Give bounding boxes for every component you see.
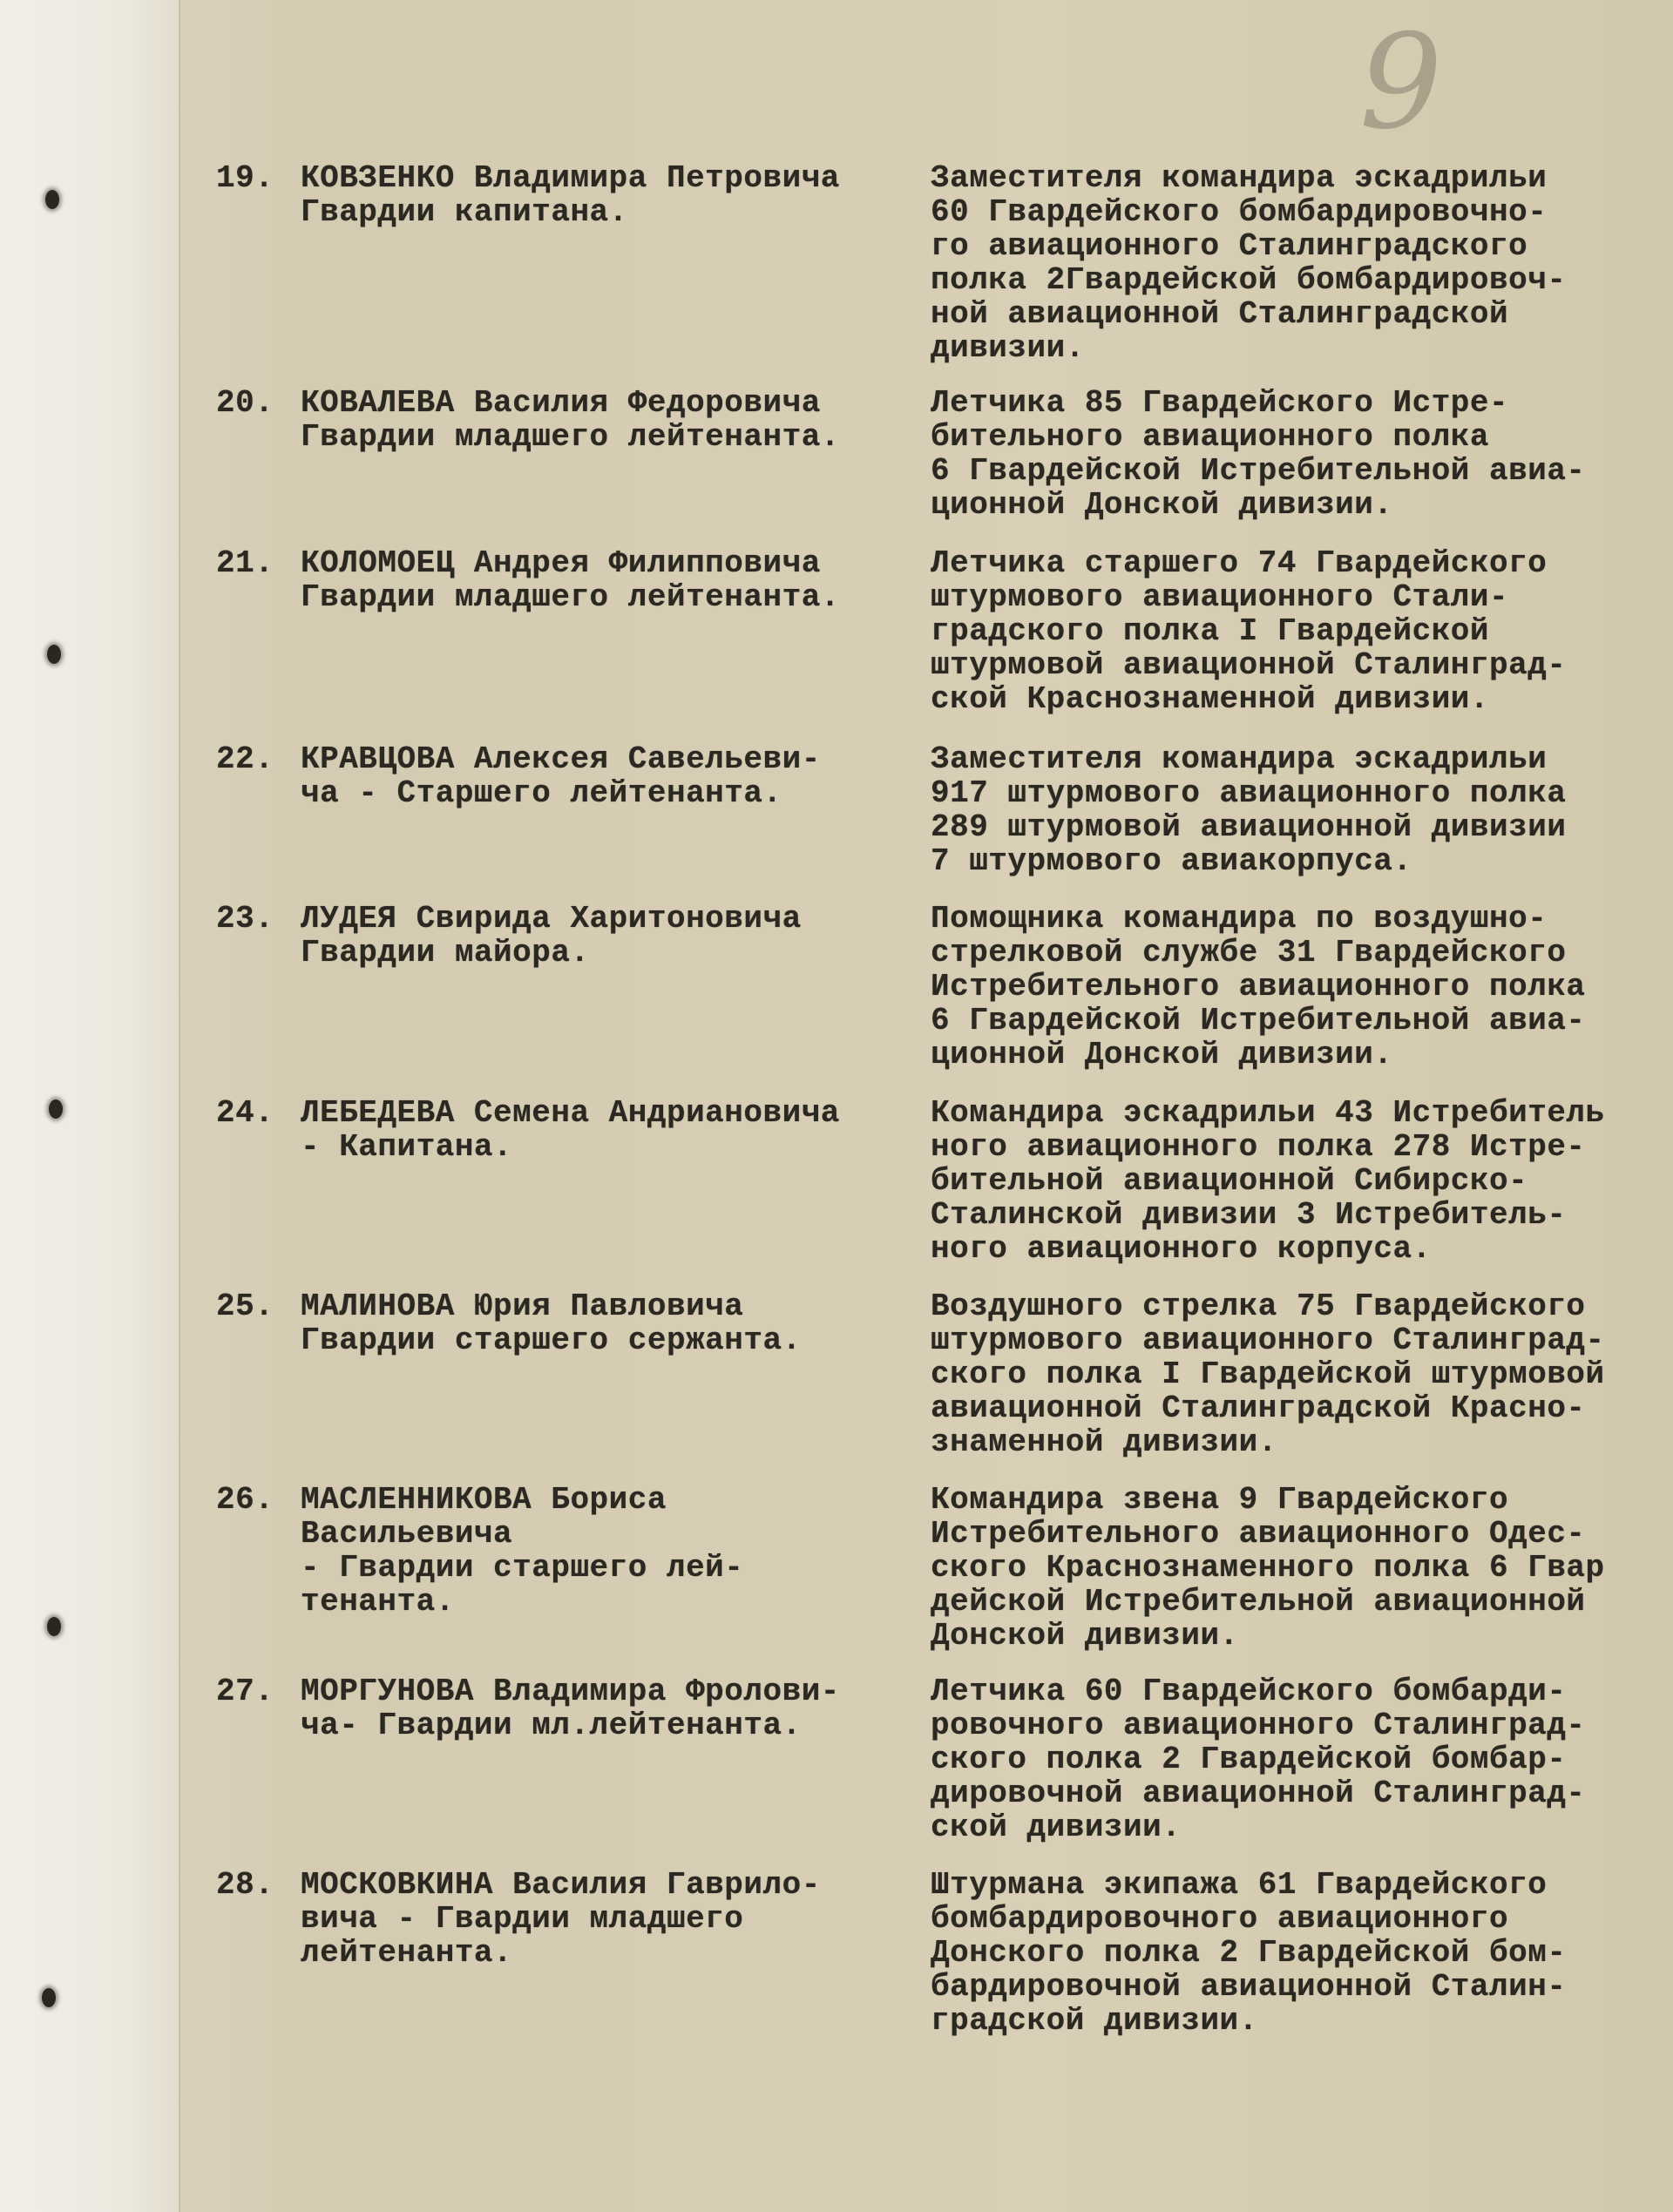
punch-hole	[45, 190, 59, 209]
entry-position: Заместителя командира эскадрильи 917 штурмового авиационного полка 289 штурмовой авиационной дивизии 7 штурмового авиакорпуса.	[931, 741, 1567, 879]
entry-number: 26.	[216, 1482, 274, 1518]
entry-number: 22.	[216, 741, 274, 777]
entry-position: Помощника командира по воздушно- стрелковой службе 31 Гвардейского Истребительного авиационного полка 6 Гвардейской Истребительной авиа- ционной Донской дивизии.	[931, 901, 1586, 1072]
entry-name: МОСКОВКИНА Василия Гаврило- вича - Гвардии младшего лейтенанта.	[301, 1867, 821, 1971]
entry-name: МОРГУНОВА Владимира Фролови- ча- Гвардии мл.лейтенанта.	[301, 1674, 840, 1743]
entry-number: 23.	[216, 901, 274, 937]
entry-position: Летчика старшего 74 Гвардейского штурмового авиационного Стали- градского полка I Гвардейской штурмовой авиационной Сталинград- ской Краснознаменной дивизии.	[931, 545, 1567, 717]
entry-name: КОВЗЕНКО Владимира Петровича Гвардии капитана.	[301, 160, 840, 230]
entry-position: Командира эскадрильи 43 Истребитель ного авиационного полка 278 Истре- бительной авиационной Сибирско- Сталинской дивизии 3 Истребитель- ного авиационного корпуса.	[931, 1095, 1605, 1267]
entry-position: Заместителя командира эскадрильи 60 Гвардейского бомбардировочно- го авиационного Сталинградского полка 2Гвардейской бомбардировоч- ной авиационной Сталинградской дивизии.	[931, 160, 1567, 366]
page-number: 9	[1359, 7, 1443, 159]
binding-margin	[0, 0, 180, 2212]
entry-position: Летчика 85 Гвардейского Истре- бительного авиационного полка 6 Гвардейской Истребительной авиа- ционной Донской дивизии.	[931, 385, 1586, 523]
punch-hole	[47, 645, 61, 664]
entry-position: Штурмана экипажа 61 Гвардейского бомбардировочного авиационного Донского полка 2 Гвардейской бом- бардировочной авиационной Сталин- градской дивизии.	[931, 1867, 1567, 2039]
entry-number: 19.	[216, 160, 274, 196]
punch-hole	[42, 1988, 56, 2007]
entry-number: 27.	[216, 1674, 274, 1709]
entry-position: Летчика 60 Гвардейского бомбарди- ровочного авиационного Сталинград- ского полка 2 Гвардейской бомбар- дировочной авиационной Сталинград- ской дивизии.	[931, 1674, 1586, 1845]
entry-name: КОЛОМОЕЦ Андрея Филипповича Гвардии младшего лейтенанта.	[301, 545, 840, 615]
punch-hole	[47, 1617, 61, 1636]
entry-position: Командира звена 9 Гвардейского Истребительного авиационного Одес- ского Краснознаменного полка 6 Гвар дейской Истребительной авиационной Донской дивизии.	[931, 1482, 1605, 1654]
entry-number: 20.	[216, 385, 274, 421]
entry-name: МАЛИНОВА Юрия Павловича Гвардии старшего сержанта.	[301, 1289, 802, 1358]
entry-number: 28.	[216, 1867, 274, 1903]
entry-name: ЛУДЕЯ Свирида Харитоновича Гвардии майора.	[301, 901, 802, 971]
entry-name: КОВАЛЕВА Василия Федоровича Гвардии младшего лейтенанта.	[301, 385, 840, 455]
entry-name: КРАВЦОВА Алексея Савельеви- ча - Старшего лейтенанта.	[301, 741, 821, 811]
entry-number: 21.	[216, 545, 274, 581]
entry-number: 24.	[216, 1095, 274, 1131]
punch-hole	[49, 1099, 63, 1119]
entry-name: ЛЕБЕДЕВА Семена Андриановича - Капитана.	[301, 1095, 840, 1165]
entry-name: МАСЛЕННИКОВА Бориса Васильевича - Гвардии старшего лей- тенанта.	[301, 1482, 744, 1620]
entry-number: 25.	[216, 1289, 274, 1324]
entry-position: Воздушного стрелка 75 Гвардейского штурмового авиационного Сталинград- ского полка I Гвардейской штурмовой авиационной Сталинградской Красно- знаменной дивизии.	[931, 1289, 1605, 1460]
